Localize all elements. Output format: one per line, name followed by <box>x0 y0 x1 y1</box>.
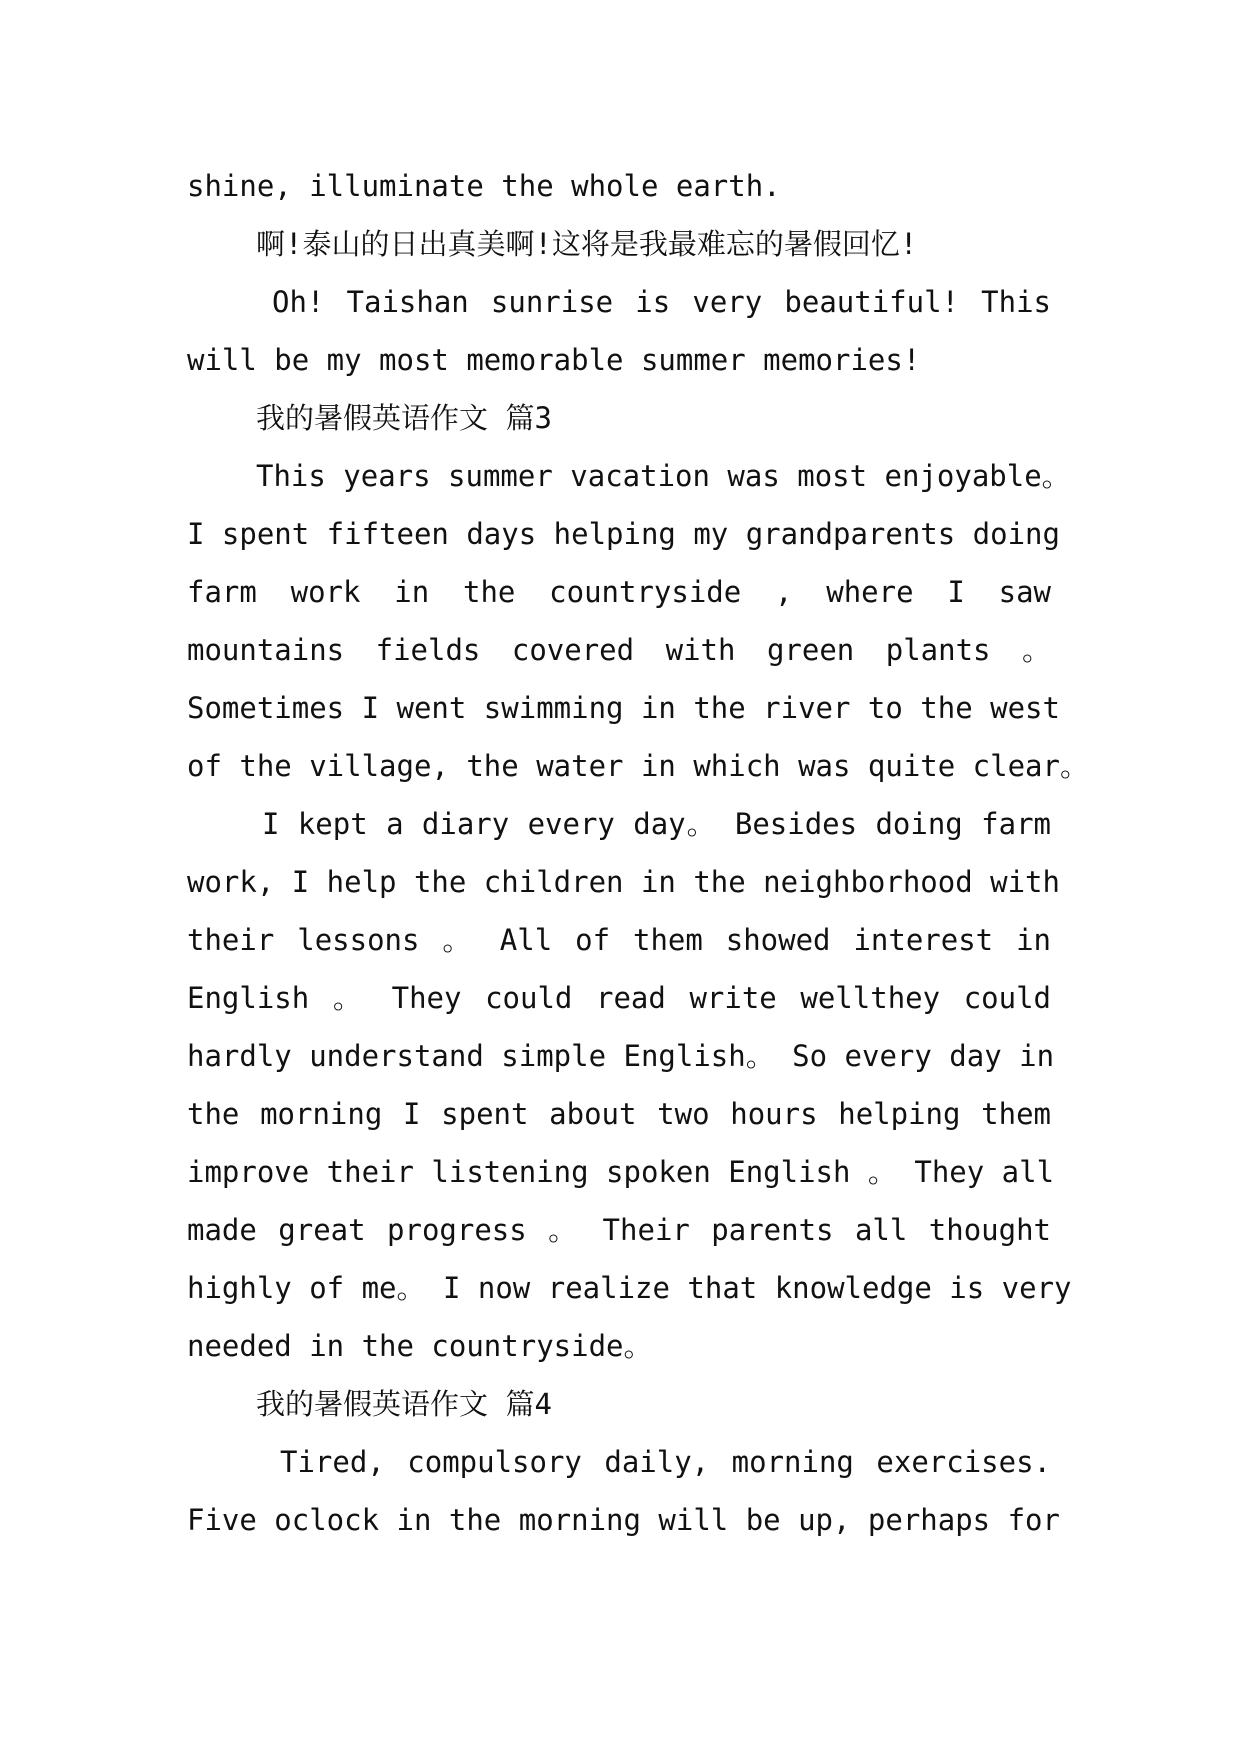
text-line: highly of me。 I now realize that knowledge is very <box>187 1271 1072 1305</box>
text-line: Oh! Taishan sunrise is very beautiful! This <box>272 285 1051 319</box>
text-line: the morning I spent about two hours helping them <box>187 1097 1051 1131</box>
text-line: hardly understand simple English。 So every day in <box>187 1039 1055 1073</box>
text-line: I spent fifteen days helping my grandparents doing <box>187 517 1060 551</box>
section-heading: 我的暑假英语作文 篇4 <box>256 1387 552 1421</box>
text-line: 啊!泰山的日出真美啊!这将是我最难忘的暑假回忆! <box>256 227 918 261</box>
text-line: English 。 They could read write wellthey could <box>187 981 1051 1015</box>
text-line: This years summer vacation was most enjoyable。 <box>256 459 1071 493</box>
text-line: work, I help the children in the neighborhood with <box>187 865 1060 899</box>
text-line: Sometimes I went swimming in the river to the west <box>187 691 1060 725</box>
text-line: improve their listening spoken English 。 They all <box>187 1155 1055 1189</box>
section-heading: 我的暑假英语作文 篇3 <box>256 401 552 435</box>
text-line: farm work in the countryside , where I saw <box>187 575 1051 609</box>
text-line: made great progress 。 Their parents all thought <box>187 1213 1051 1247</box>
text-line: their lessons 。 All of them showed interest in <box>187 923 1051 957</box>
text-line: of the village, the water in which was quite clear。 <box>187 749 1089 783</box>
text-line: mountains fields covered with green plants 。 <box>187 633 1051 667</box>
text-line: Tired, compulsory daily, morning exercises. <box>280 1445 1051 1479</box>
text-line: Five oclock in the morning will be up, perhaps for <box>187 1503 1060 1537</box>
text-line: I kept a diary every day。 Besides doing farm <box>262 807 1051 841</box>
text-line: shine, illuminate the whole earth. <box>187 169 781 203</box>
text-line: needed in the countryside。 <box>187 1329 653 1363</box>
text-line: will be my most memorable summer memories! <box>187 343 921 377</box>
